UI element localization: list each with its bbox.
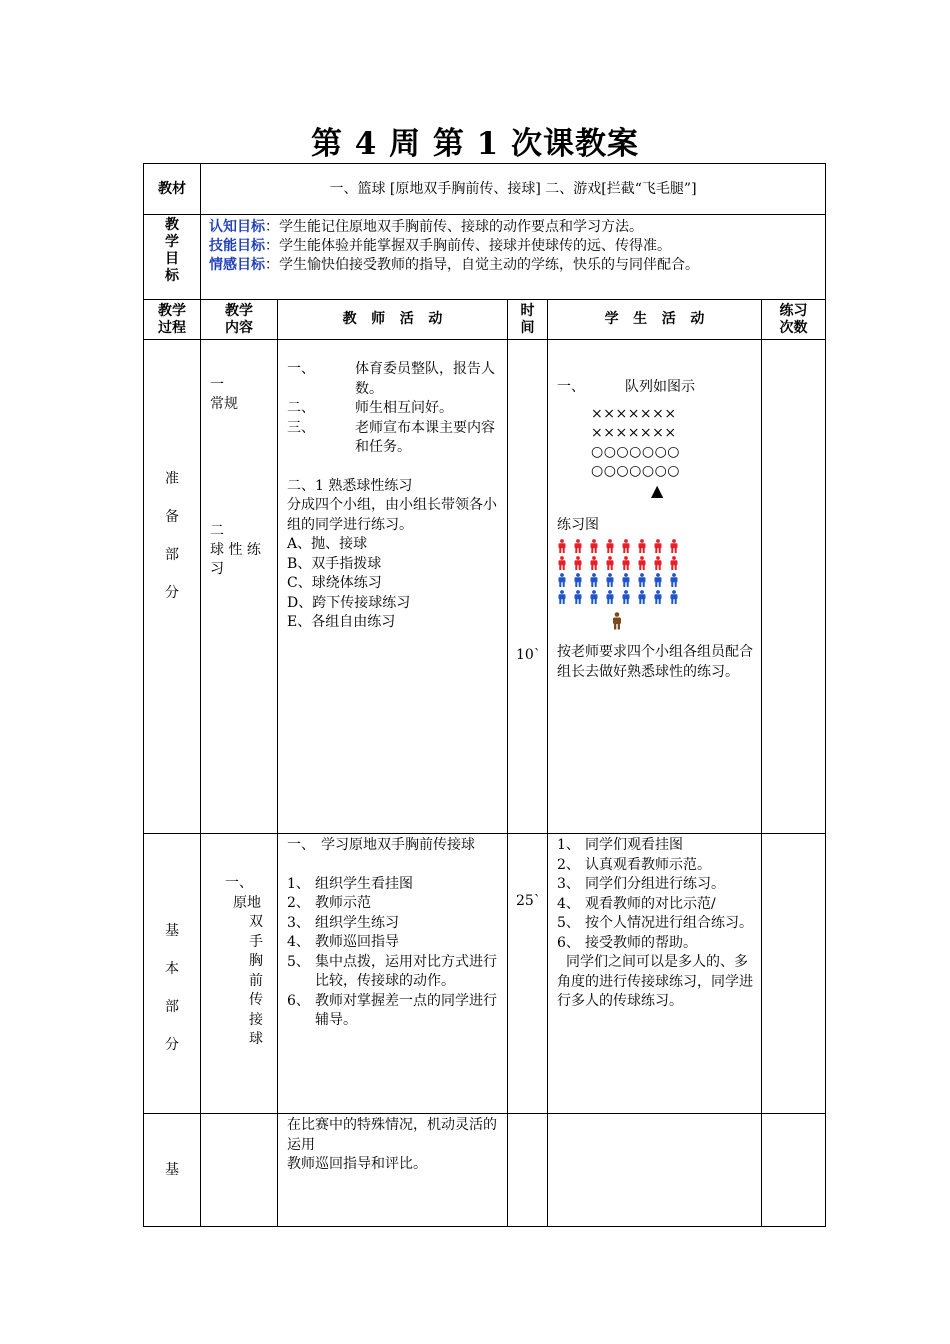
header-count: 练习 次数: [762, 300, 826, 340]
basic-student-item: 4、 观看教师的对比示范/: [557, 895, 716, 912]
basic-teacher-item: 2、 教师示范: [287, 895, 371, 911]
practice-figure: [557, 539, 755, 604]
teacher-triangle-icon: ▲: [651, 481, 664, 500]
basic-student-item: 1、 同学们观看挂图: [557, 837, 683, 853]
basic-student-item: 2、 认真观看教师示范。: [557, 856, 711, 873]
student-figure-icon: [621, 573, 631, 587]
prep-teacher: 一、 体育委员整队，报告人数。 二、 师生相互问好。 三、 老师宣布本课主要内容和任务。 二、1 熟悉球性练习 分成四个小组，由小组长带领各小组的同学进行练习。 A、抛、接球 B、双手指拨球 C、球绕体练习 D、跨下传接球练习 E、各组自由练习: [278, 340, 508, 834]
basic-teacher-head: 一、 学习原地双手胸前传接球: [287, 837, 475, 853]
formation-row: ×××××××: [591, 425, 677, 441]
student-figure-icon: [573, 539, 583, 553]
goal-cognitive: 认知目标：学生能记住原地双手胸前传、接球的动作要点和学习方法。: [209, 219, 643, 235]
student-figure-icon: [621, 590, 631, 604]
extra-label: 基: [144, 1114, 201, 1227]
header-time: 时 间: [508, 300, 548, 340]
header-teacher: 教 师 活 动: [278, 300, 508, 340]
basic-student-item: 5、 按个人情况进行组合练习。: [557, 915, 753, 931]
prep-student: [548, 340, 762, 834]
student-figure-icon: [637, 590, 647, 604]
student-figure-icon: [573, 590, 583, 604]
student-figure-icon: [557, 556, 567, 570]
extra-time: [508, 1114, 548, 1227]
basic-teacher-item: 4、 教师巡回指导: [287, 934, 399, 950]
extra-count: [762, 1114, 826, 1227]
basic-teacher: [278, 834, 508, 1114]
student-figure-icon: [637, 539, 647, 553]
goal-skill: 技能目标：学生能体验并能掌握双手胸前传、接球并使球传的远、传得准。: [209, 238, 671, 254]
basic-row: [144, 834, 826, 1114]
basic-teacher-item: 5、 集中点拨，运用对比方式进行比较，传接球的动作。: [287, 953, 497, 989]
header-row: [144, 300, 826, 340]
prep-teacher-item: 三、 老师宣布本课主要内容和任务。: [287, 419, 495, 455]
student-figure-icon: [589, 556, 599, 570]
student-figure-icon: [669, 573, 679, 587]
header-process: 教学 过程: [144, 300, 201, 340]
goals-content: [201, 215, 826, 300]
basic-label: 基 本 部 分: [144, 834, 201, 1114]
basic-student-item: 3、 同学们分组进行练习。: [557, 876, 725, 892]
student-figure-icon: [557, 573, 567, 587]
prep-time: 10`: [508, 340, 548, 834]
extra-row: [144, 1114, 826, 1227]
goals-label: 教 学 目 标: [144, 215, 201, 300]
lesson-plan-table: [143, 163, 826, 1227]
extra-student: [548, 1114, 762, 1227]
student-figure-icon: [589, 539, 599, 553]
goal-affective: 情感目标：学生愉快伯接受教师的指导，自觉主动的学练，快乐的与同伴配合。: [209, 257, 699, 273]
materials-row: [144, 164, 826, 215]
student-figure-icon: [621, 539, 631, 553]
student-figure-icon: [605, 539, 615, 553]
basic-teacher-item: 1、 组织学生看挂图: [287, 875, 413, 892]
student-figure-icon: [557, 539, 567, 553]
page-title: 第 4 周 第 1 次课教案: [310, 126, 640, 162]
student-figure-icon: [653, 556, 663, 570]
student-figure-icon: [669, 539, 679, 553]
formation-diagram: [557, 397, 755, 500]
prep-row: [144, 340, 826, 834]
student-figure-icon: [669, 590, 679, 604]
prep-label: 准 备 部 分: [144, 340, 201, 834]
formation-caption: 一、 队列如图示: [557, 379, 695, 395]
basic-teacher-item: 6、 教师对掌握差一点的同学进行辅导。: [287, 992, 497, 1028]
materials-content: 一、篮球 [原地双手胸前传、接球] 二、游戏[拦截“飞毛腿”]: [201, 164, 826, 215]
coach-figure-icon: [557, 612, 755, 636]
student-figure-icon: [605, 556, 615, 570]
formation-row: ○○○○○○○: [591, 463, 681, 479]
prep-student-desc: 按老师要求四个小组各组员配合组长去做好熟悉球性的练习。: [557, 644, 753, 680]
student-figure-icon: [605, 573, 615, 587]
student-figure-icon: [653, 590, 663, 604]
prep-teacher-item: 二、 师生相互问好。: [287, 400, 453, 416]
student-figure-icon: [605, 590, 615, 604]
materials-label: 教材: [144, 164, 201, 215]
student-figure-icon: [557, 590, 567, 604]
basic-student-item: 6、 接受教师的帮助。: [557, 934, 697, 951]
student-figure-icon: [637, 573, 647, 587]
prep-teacher-item: 一、 体育委员整队，报告人数。: [287, 361, 495, 397]
practice-figure-label: 练习图: [557, 517, 599, 533]
student-figure-icon: [653, 573, 663, 587]
basic-student: [548, 834, 762, 1114]
header-student: 学 生 活 动: [548, 300, 762, 340]
basic-count: [762, 834, 826, 1114]
basic-teacher-item: 3、 组织学生练习: [287, 914, 399, 931]
student-figure-icon: [621, 556, 631, 570]
prep-content: 一 常规 二 球 性 练 习: [201, 340, 278, 834]
basic-time: 25`: [508, 834, 548, 1114]
student-figure-icon: [669, 556, 679, 570]
basic-student-para: 同学们之间可以是多人的、多角度的进行传接球练习，同学进行多人的传球练习。: [557, 954, 753, 1009]
student-figure-icon: [637, 556, 647, 570]
student-figure-icon: [653, 539, 663, 553]
basic-content: 一、 原地 双 手 胸 前 传 接 球: [201, 834, 278, 1114]
student-figure-icon: [589, 573, 599, 587]
prep-count: [762, 340, 826, 834]
student-figure-icon: [573, 573, 583, 587]
formation-row: ○○○○○○○: [591, 444, 681, 460]
formation-row: ×××××××: [591, 406, 677, 422]
student-figure-icon: [573, 556, 583, 570]
extra-content: [201, 1114, 278, 1227]
header-content: 教学 内容: [201, 300, 278, 340]
extra-teacher: 在比赛中的特殊情况，机动灵活的运用 教师巡回指导和评比。: [278, 1114, 508, 1227]
goals-row: [144, 215, 826, 300]
student-figure-icon: [589, 590, 599, 604]
